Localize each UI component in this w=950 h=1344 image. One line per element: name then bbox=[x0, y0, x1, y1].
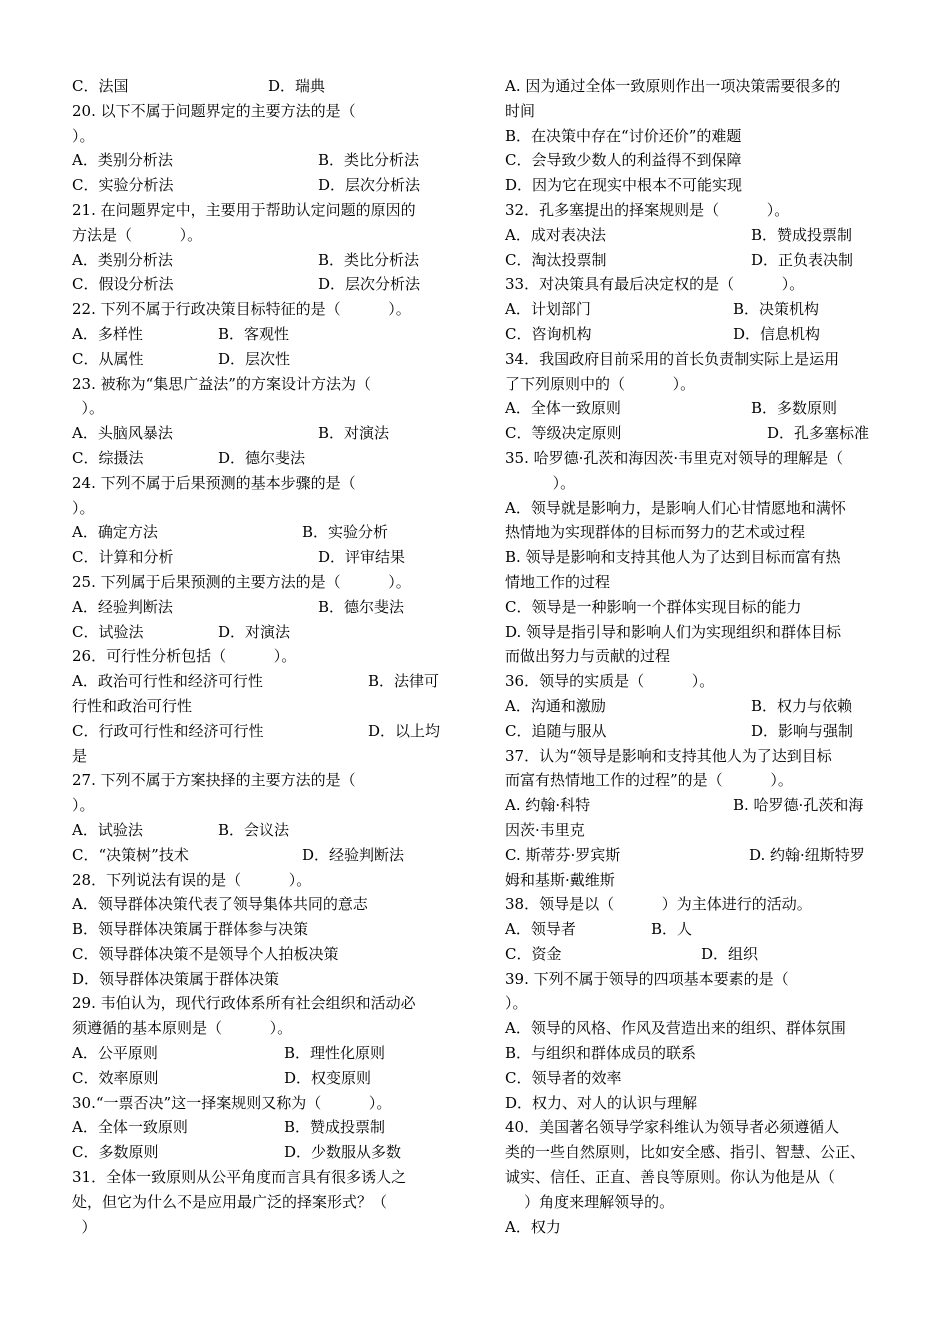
text-line bbox=[72, 74, 450, 99]
line-text: C．咨询机构 bbox=[505, 324, 592, 343]
line-text: ）。 bbox=[72, 399, 105, 418]
text-line bbox=[505, 644, 883, 669]
text-line bbox=[72, 1091, 450, 1116]
line-text: C．领导是一种影响一个群体实现目标的能力 bbox=[505, 597, 802, 616]
line-text: A．确定方法 bbox=[72, 523, 158, 542]
text-line bbox=[505, 347, 883, 372]
text-line bbox=[72, 843, 450, 868]
line-text: 34．我国政府目前采用的首长负责制实际上是运用 bbox=[505, 349, 840, 368]
line-text: A．类别分析法 bbox=[72, 151, 173, 170]
line-text: A．经验判断法 bbox=[72, 597, 173, 616]
line-text: A．试验法 bbox=[72, 820, 143, 839]
text-line bbox=[72, 248, 450, 273]
option-text: D．信息机构 bbox=[733, 324, 821, 343]
line-text: C．资金 bbox=[505, 944, 562, 963]
line-text: 类的一些自然原则，比如安全感、指引、智慧、公正、 bbox=[505, 1143, 866, 1162]
text-line bbox=[72, 322, 450, 347]
line-text: C．实验分析法 bbox=[72, 176, 174, 195]
text-line bbox=[505, 124, 883, 149]
line-text: 40．美国著名领导学家科维认为领导者必须遵循人 bbox=[505, 1118, 840, 1137]
text-line bbox=[505, 148, 883, 173]
option-text: B. 哈罗德·孔茨和海 bbox=[733, 796, 864, 815]
option-text: B．多数原则 bbox=[751, 399, 838, 418]
text-line bbox=[505, 917, 883, 942]
option-text: D．以上均 bbox=[368, 721, 441, 740]
text-line bbox=[505, 967, 883, 992]
text-line bbox=[505, 297, 883, 322]
line-text: C．法国 bbox=[72, 77, 129, 95]
line-text: 38．领导是以（ ）为主体进行的活动。 bbox=[505, 895, 812, 914]
line-text: D．领导群体决策属于群体决策 bbox=[72, 969, 280, 988]
line-text: C．多数原则 bbox=[72, 1143, 159, 1162]
line-text: C．追随与服从 bbox=[505, 721, 607, 740]
text-line bbox=[505, 620, 883, 645]
text-line bbox=[505, 868, 883, 893]
line-text: 30.“一票否决”这一择案规则又称为（ ）。 bbox=[72, 1093, 392, 1112]
text-line bbox=[505, 74, 883, 99]
text-line bbox=[505, 496, 883, 521]
line-text: C．淘汰投票制 bbox=[505, 250, 607, 269]
text-line bbox=[72, 1016, 450, 1041]
line-text: 姆和基斯·戴维斯 bbox=[505, 870, 615, 889]
line-text: C．从属性 bbox=[72, 349, 144, 368]
text-line bbox=[72, 99, 450, 124]
text-line bbox=[505, 1190, 883, 1215]
option-text: D．对演法 bbox=[218, 622, 291, 641]
line-text: 23. 被称为“集思广益法”的方案设计方法为（ bbox=[72, 374, 371, 393]
line-text: 了下列原则中的（ ）。 bbox=[505, 374, 696, 393]
option-text: D．瑞典 bbox=[268, 77, 326, 95]
line-text: A．领导者 bbox=[505, 920, 576, 939]
text-line bbox=[505, 223, 883, 248]
line-text: C. 斯蒂芬·罗宾斯 bbox=[505, 845, 621, 864]
line-text: 情地工作的过程 bbox=[505, 572, 611, 591]
line-text: 时间 bbox=[505, 101, 536, 120]
option-text: B．实验分析 bbox=[302, 523, 389, 542]
line-text: 行性和政治可行性 bbox=[72, 696, 193, 715]
text-line bbox=[72, 719, 450, 744]
line-text: B. 领导是影响和支持其他人为了达到目标而富有热 bbox=[505, 548, 841, 567]
text-line bbox=[505, 520, 883, 545]
text-line bbox=[505, 322, 883, 347]
text-line bbox=[505, 99, 883, 124]
option-text: B．人 bbox=[651, 920, 693, 939]
option-text: B．权力与依赖 bbox=[751, 696, 853, 715]
line-text: 诚实、信任、正直、善良等原则。你认为他是从（ bbox=[505, 1168, 836, 1187]
line-text: B．在决策中存在“讨价还价”的难题 bbox=[505, 126, 742, 145]
line-text: D．因为它在现实中根本不可能实现 bbox=[505, 176, 743, 195]
option-text: D．层次性 bbox=[218, 349, 291, 368]
text-line bbox=[505, 570, 883, 595]
text-line bbox=[505, 694, 883, 719]
option-text: B．类比分析法 bbox=[318, 250, 420, 269]
line-text: A．领导群体决策代表了领导集体共同的意志 bbox=[72, 895, 368, 914]
line-text: C．计算和分析 bbox=[72, 548, 174, 567]
text-line bbox=[72, 991, 450, 1016]
line-text: 36．领导的实质是（ ）。 bbox=[505, 672, 715, 691]
line-text: ） bbox=[72, 1217, 97, 1236]
text-line bbox=[72, 1041, 450, 1066]
line-text: 39. 下列不属于领导的四项基本要素的是（ bbox=[505, 969, 789, 988]
text-line bbox=[72, 595, 450, 620]
line-text: 32．孔多塞提出的择案规则是（ ）。 bbox=[505, 200, 790, 219]
line-text: 37．认为“领导是影响和支持其他人为了达到目标 bbox=[505, 746, 832, 765]
line-text: C．领导者的效率 bbox=[505, 1068, 622, 1087]
line-text: 20. 以下不属于问题界定的主要方法的是（ bbox=[72, 101, 356, 120]
line-text: A．全体一致原则 bbox=[505, 399, 621, 418]
line-text: A．类别分析法 bbox=[72, 250, 173, 269]
text-line bbox=[505, 372, 883, 397]
right-column bbox=[505, 74, 883, 1239]
line-text: A．政治可行性和经济可行性 bbox=[72, 672, 263, 691]
text-line bbox=[72, 1066, 450, 1091]
line-text: A. 因为通过全体一致原则作出一项决策需要很多的 bbox=[505, 77, 841, 95]
line-text: 27. 下列不属于方案抉择的主要方法的是（ bbox=[72, 771, 356, 790]
line-text: 热情地为实现群体的目标而努力的艺术或过程 bbox=[505, 523, 806, 542]
text-line bbox=[505, 1041, 883, 1066]
text-line bbox=[72, 372, 450, 397]
text-line bbox=[72, 793, 450, 818]
text-line bbox=[505, 719, 883, 744]
option-text: D．经验判断法 bbox=[302, 845, 405, 864]
line-text: A．多样性 bbox=[72, 324, 143, 343]
option-text: D．层次分析法 bbox=[318, 176, 421, 195]
text-line bbox=[72, 768, 450, 793]
line-text: 31．全体一致原则从公平角度而言具有很多诱人之 bbox=[72, 1168, 407, 1187]
text-line bbox=[505, 818, 883, 843]
option-text: D．德尔斐法 bbox=[218, 448, 306, 467]
option-text: B．赞成投票制 bbox=[751, 225, 853, 244]
option-text: B．决策机构 bbox=[733, 300, 820, 319]
text-line bbox=[72, 173, 450, 198]
line-text: 21. 在问题界定中，主要用于帮助认定问题的原因的 bbox=[72, 200, 416, 219]
text-line bbox=[72, 471, 450, 496]
line-text: 而做出努力与贡献的过程 bbox=[505, 647, 671, 666]
text-line bbox=[505, 744, 883, 769]
text-line bbox=[72, 967, 450, 992]
text-line bbox=[72, 496, 450, 521]
text-line bbox=[505, 843, 883, 868]
option-text: D. 约翰·纽斯特罗 bbox=[749, 845, 865, 864]
left-column bbox=[72, 74, 450, 1239]
option-text: D．层次分析法 bbox=[318, 275, 421, 294]
line-text: C．综摄法 bbox=[72, 448, 144, 467]
text-line bbox=[72, 620, 450, 645]
text-line bbox=[72, 396, 450, 421]
line-text: ）。 bbox=[505, 473, 576, 492]
line-text: A．头脑风暴法 bbox=[72, 424, 173, 443]
text-line bbox=[505, 1115, 883, 1140]
line-text: A．领导的风格、作风及营造出来的组织、群体氛围 bbox=[505, 1019, 846, 1038]
line-text: 25. 下列属于后果预测的主要方法的是（ ）。 bbox=[72, 572, 411, 591]
text-line bbox=[72, 1190, 450, 1215]
text-line bbox=[72, 297, 450, 322]
line-text: ）角度来理解领导的。 bbox=[505, 1192, 675, 1211]
line-text: A．公平原则 bbox=[72, 1044, 158, 1063]
text-line bbox=[505, 1215, 883, 1240]
text-line bbox=[72, 148, 450, 173]
text-line bbox=[72, 223, 450, 248]
line-text: 29. 韦伯认为，现代行政体系所有社会组织和活动必 bbox=[72, 994, 416, 1013]
text-line bbox=[72, 1215, 450, 1240]
line-text: 33．对决策具有最后决定权的是（ ）。 bbox=[505, 275, 805, 294]
line-text: 因茨·韦里克 bbox=[505, 820, 585, 839]
line-text: C．假设分析法 bbox=[72, 275, 174, 294]
line-text: B．领导群体决策属于群体参与决策 bbox=[72, 920, 309, 939]
text-line bbox=[505, 669, 883, 694]
line-text: 方法是（ ）。 bbox=[72, 225, 203, 244]
option-text: D．评审结果 bbox=[318, 548, 406, 567]
text-line bbox=[505, 1091, 883, 1116]
line-text: 处，但它为什么不是应用最广泛的择案形式？（ bbox=[72, 1192, 388, 1211]
text-line bbox=[72, 1140, 450, 1165]
text-line bbox=[505, 173, 883, 198]
line-text: ）。 bbox=[505, 994, 528, 1013]
text-line bbox=[72, 446, 450, 471]
line-text: 是 bbox=[72, 746, 88, 765]
option-text: D．正负表决制 bbox=[751, 250, 854, 269]
option-text: D．影响与强制 bbox=[751, 721, 854, 740]
line-text: C．领导群体决策不是领导个人拍板决策 bbox=[72, 944, 339, 963]
option-text: B．类比分析法 bbox=[318, 151, 420, 170]
line-text: D．权力、对人的认识与理解 bbox=[505, 1093, 698, 1112]
text-line bbox=[72, 421, 450, 446]
line-text: A．权力 bbox=[505, 1217, 561, 1236]
text-line bbox=[505, 396, 883, 421]
text-line bbox=[505, 991, 883, 1016]
text-line bbox=[505, 421, 883, 446]
option-text: D．组织 bbox=[701, 944, 759, 963]
line-text: ）。 bbox=[72, 498, 95, 517]
text-line bbox=[72, 520, 450, 545]
text-line bbox=[72, 942, 450, 967]
text-line bbox=[72, 744, 450, 769]
text-line bbox=[72, 892, 450, 917]
text-line bbox=[72, 124, 450, 149]
option-text: B．赞成投票制 bbox=[284, 1118, 386, 1137]
text-line bbox=[72, 669, 450, 694]
text-line bbox=[505, 446, 883, 471]
text-line bbox=[72, 1115, 450, 1140]
line-text: A. 约翰·科特 bbox=[505, 796, 591, 815]
text-line bbox=[505, 545, 883, 570]
line-text: C．试验法 bbox=[72, 622, 144, 641]
line-text: ）。 bbox=[72, 126, 95, 145]
line-text: C．等级决定原则 bbox=[505, 424, 622, 443]
line-text: ）。 bbox=[72, 796, 95, 815]
text-line bbox=[505, 1140, 883, 1165]
option-text: B．理性化原则 bbox=[284, 1044, 386, 1063]
option-text: B．德尔斐法 bbox=[318, 597, 405, 616]
text-line bbox=[72, 868, 450, 893]
option-text: B．对演法 bbox=[318, 424, 390, 443]
option-text: D．权变原则 bbox=[284, 1068, 372, 1087]
line-text: 22. 下列不属于行政决策目标特征的是（ ）。 bbox=[72, 300, 411, 319]
line-text: 须遵循的基本原则是（ ）。 bbox=[72, 1019, 293, 1038]
line-text: D. 领导是指引导和影响人们为实现组织和群体目标 bbox=[505, 622, 842, 641]
line-text: A．沟通和激励 bbox=[505, 696, 606, 715]
line-text: A．全体一致原则 bbox=[72, 1118, 188, 1137]
text-line bbox=[72, 545, 450, 570]
line-text: C．“决策树”技术 bbox=[72, 845, 189, 864]
line-text: 26．可行性分析包括（ ）。 bbox=[72, 647, 297, 666]
option-text: B．会议法 bbox=[218, 820, 290, 839]
line-text: B．与组织和群体成员的联系 bbox=[505, 1044, 697, 1063]
text-line bbox=[72, 198, 450, 223]
text-line bbox=[505, 198, 883, 223]
line-text: 而富有热情地工作的过程”的是（ ）。 bbox=[505, 771, 793, 790]
line-text: A．计划部门 bbox=[505, 300, 591, 319]
text-line bbox=[505, 1066, 883, 1091]
line-text: 35. 哈罗德·孔茨和海因茨·韦里克对领导的理解是（ bbox=[505, 448, 844, 467]
text-line bbox=[505, 595, 883, 620]
line-text: A．成对表决法 bbox=[505, 225, 606, 244]
line-text: C．行政可行性和经济可行性 bbox=[72, 721, 264, 740]
text-line bbox=[72, 694, 450, 719]
option-text: D．孔多塞标准 bbox=[767, 424, 870, 443]
option-text: B．法律可 bbox=[368, 672, 440, 691]
text-line bbox=[505, 248, 883, 273]
text-line bbox=[72, 347, 450, 372]
text-line bbox=[72, 570, 450, 595]
text-line bbox=[505, 793, 883, 818]
line-text: A．领导就是影响力，是影响人们心甘情愿地和满怀 bbox=[505, 498, 846, 517]
text-line bbox=[505, 471, 883, 496]
text-line bbox=[505, 892, 883, 917]
text-line bbox=[72, 1165, 450, 1190]
text-line bbox=[505, 942, 883, 967]
text-line bbox=[72, 272, 450, 297]
text-line bbox=[72, 644, 450, 669]
text-line bbox=[505, 1016, 883, 1041]
text-line bbox=[505, 272, 883, 297]
line-text: C．会导致少数人的利益得不到保障 bbox=[505, 151, 742, 170]
line-text: C．效率原则 bbox=[72, 1068, 159, 1087]
line-text: 28．下列说法有误的是（ ）。 bbox=[72, 870, 312, 889]
text-line bbox=[505, 1165, 883, 1190]
line-text: 24. 下列不属于后果预测的基本步骤的是（ bbox=[72, 473, 356, 492]
text-line bbox=[72, 917, 450, 942]
text-line bbox=[505, 768, 883, 793]
option-text: D．少数服从多数 bbox=[284, 1143, 402, 1162]
option-text: B．客观性 bbox=[218, 324, 290, 343]
text-line bbox=[72, 818, 450, 843]
